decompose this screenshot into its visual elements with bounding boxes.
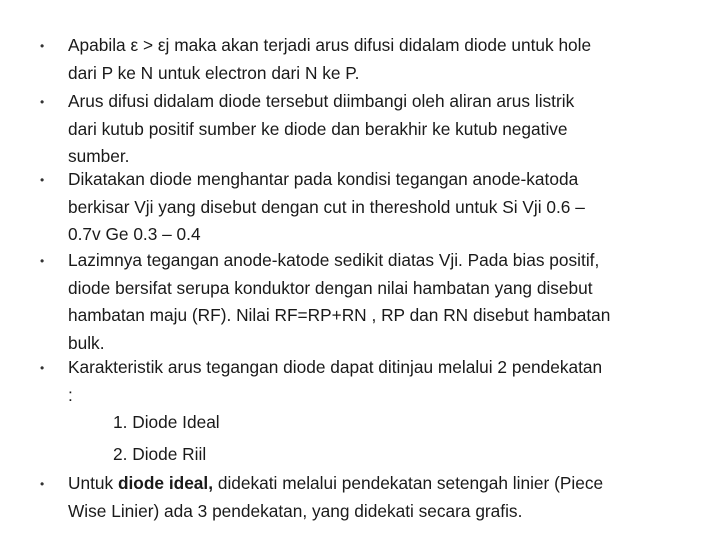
text-line: Apabila ε > εj maka akan terjadi arus difusi didalam diode untuk hole [68,35,592,55]
bullet-text [68,470,678,525]
bullet-text [68,166,678,249]
text-line: Lazimnya tegangan anode-katode sedikit diatas Vji. Pada bias positif, [68,250,600,270]
text-line: sumber. [68,146,130,166]
bullet-dot: • [40,173,45,187]
text-line: Arus difusi didalam diode tersebut diimbangi oleh aliran arus listrik [68,91,575,111]
text-line: hambatan maju (RF). Nilai RF=RP+RN , RP dan RN disebut hambatan [68,305,611,325]
text-line: : [68,384,73,405]
emphasis-diode-ideal: diode ideal, [117,473,214,493]
sub-item-diode-riil: 2. Diode Riil [113,444,207,464]
bullet-dot: • [40,361,45,375]
text-line-prefix: Untuk [68,473,118,493]
text-line: berkisar Vji yang disebut dengan cut in thereshold untuk Si Vji 0.6 – [68,196,585,217]
text-line: bulk. [68,332,105,353]
bullet-text [68,32,678,87]
bullet-dot: • [40,477,45,491]
bullet-text [68,88,678,171]
text-line: dari kutub positif sumber ke diode dan berakhir ke kutub negative [68,118,568,139]
bullet-text [68,247,678,357]
text-line: 0.7v Ge 0.3 – 0.4 [68,224,201,244]
bullet-dot: • [40,254,45,268]
text-line: Wise Linier) ada 3 pendekatan, yang didekati secara grafis. [68,500,523,521]
bullet-dot: • [40,39,45,53]
sub-item-diode-ideal: 1. Diode Ideal [113,412,220,432]
text-line: Dikatakan diode menghantar pada kondisi tegangan anode-katoda [68,169,579,189]
bullet-dot: • [40,95,45,109]
text-line: Karakteristik arus tegangan diode dapat ditinjau melalui 2 pendekatan [68,357,603,377]
text-line: diode bersifat serupa konduktor dengan nilai hambatan yang disebut [68,277,593,298]
text-line-suffix: didekati melalui pendekatan setengah linier (Piece [213,473,604,493]
bullet-text [68,354,678,409]
text-line: dari P ke N untuk electron dari N ke P. [68,62,360,83]
